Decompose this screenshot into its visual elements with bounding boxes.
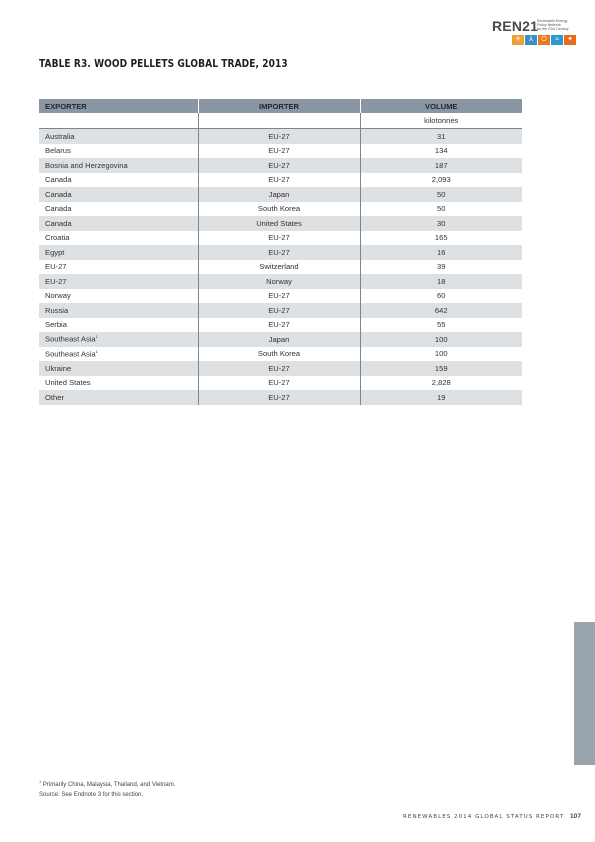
logo-tagline-line: Renewable Energy <box>537 19 568 23</box>
exporter-column-header: EXPORTER <box>39 99 198 113</box>
importer-cell: EU-27 <box>198 318 360 333</box>
exporter-name: Serbia <box>45 320 67 330</box>
exporter-name: Canada <box>45 218 72 228</box>
volume-cell: 134 <box>360 144 522 159</box>
logo-tagline-line: Policy Network <box>537 23 561 28</box>
exporter-name: Southeast Asia <box>45 349 96 359</box>
volume-cell: 50 <box>360 202 522 217</box>
volume-cell: 55 <box>360 318 522 333</box>
table-row <box>39 303 522 318</box>
table-row <box>39 376 522 391</box>
exporter-name: United States <box>45 378 91 388</box>
table-row <box>39 332 522 347</box>
exporter-cell <box>39 303 198 318</box>
volume-cell: 642 <box>360 303 522 318</box>
importer-cell: Japan <box>198 332 360 347</box>
source-note: Source: See Endnote 3 for this section. <box>39 792 144 798</box>
table-row <box>39 390 522 405</box>
volume-cell: 159 <box>360 361 522 376</box>
page-footer <box>403 813 581 820</box>
exporter-name: EU-27 <box>45 276 67 286</box>
logo-tagline-line: for the 21st Century <box>537 27 569 32</box>
exporter-cell <box>39 202 198 217</box>
importer-cell: EU-27 <box>198 361 360 376</box>
logo-tagline <box>537 19 577 31</box>
exporter-cell <box>39 347 198 362</box>
exporter-name: Canada <box>45 175 72 185</box>
exporter-name: Canada <box>45 189 72 199</box>
water-waves-icon: ≈ <box>551 35 563 45</box>
exporter-cell <box>39 260 198 275</box>
power-icon: ⏻ <box>538 35 550 45</box>
exporter-cell <box>39 332 198 347</box>
exporter-cell <box>39 376 198 391</box>
exporter-cell <box>39 245 198 260</box>
exporter-name: Belarus <box>45 146 71 156</box>
table-row <box>39 289 522 304</box>
units-cell-empty <box>39 113 198 129</box>
section-side-tab <box>574 622 595 765</box>
exporter-cell <box>39 216 198 231</box>
exporter-name: Canada <box>45 204 72 214</box>
units-label: kilotonnes <box>360 113 522 129</box>
volume-column-header: VOLUME <box>360 99 522 113</box>
importer-cell: EU-27 <box>198 158 360 173</box>
importer-cell: South Korea <box>198 202 360 217</box>
logo-wordmark: REN21 <box>492 18 539 34</box>
importer-cell: EU-27 <box>198 245 360 260</box>
units-cell-empty <box>198 113 360 129</box>
ren21-logo <box>492 19 576 45</box>
table-title: TABLE R3. WOOD PELLETS GLOBAL TRADE, 2013 <box>39 58 288 70</box>
exporter-name: Egypt <box>45 247 65 257</box>
exporter-name: Ukraine <box>45 363 72 373</box>
wind-turbine-icon: ⅄ <box>525 35 537 45</box>
volume-cell: 30 <box>360 216 522 231</box>
volume-cell: 16 <box>360 245 522 260</box>
report-title: RENEWABLES 2014 GLOBAL STATUS REPORT <box>403 814 565 820</box>
importer-cell: EU-27 <box>198 376 360 391</box>
volume-cell: 19 <box>360 390 522 405</box>
importer-cell: Switzerland <box>198 260 360 275</box>
importer-cell: Japan <box>198 187 360 202</box>
volume-cell: 2,093 <box>360 173 522 188</box>
volume-cell: 165 <box>360 231 522 246</box>
table-row <box>39 274 522 289</box>
table-header-row <box>39 99 522 113</box>
exporter-cell <box>39 144 198 159</box>
maple-leaf-icon: ✦ <box>564 35 576 45</box>
exporter-name: Southeast Asia <box>45 335 96 345</box>
footnote-mark: 1 <box>39 779 42 784</box>
table-row <box>39 231 522 246</box>
table-row <box>39 158 522 173</box>
importer-cell: EU-27 <box>198 390 360 405</box>
table-row <box>39 318 522 333</box>
importer-cell: EU-27 <box>198 173 360 188</box>
exporter-name: Russia <box>45 305 69 315</box>
page-number: 107 <box>569 813 581 820</box>
exporter-cell <box>39 289 198 304</box>
table-row <box>39 202 522 217</box>
volume-cell: 18 <box>360 274 522 289</box>
table-row <box>39 216 522 231</box>
volume-cell: 39 <box>360 260 522 275</box>
footnote-mark: 1 <box>95 334 98 340</box>
volume-cell: 2,828 <box>360 376 522 391</box>
exporter-cell <box>39 274 198 289</box>
table-row <box>39 260 522 275</box>
importer-cell: South Korea <box>198 347 360 362</box>
exporter-name: EU-27 <box>45 262 67 272</box>
exporter-cell <box>39 390 198 405</box>
importer-cell: EU-27 <box>198 129 360 144</box>
footnote-body: Primarily China, Malaysia, Thailand, and Vietnam. <box>42 782 176 788</box>
exporter-cell <box>39 361 198 376</box>
exporter-cell <box>39 231 198 246</box>
exporter-name: Croatia <box>45 233 70 243</box>
footnote-block <box>39 777 175 800</box>
volume-cell: 100 <box>360 347 522 362</box>
table-row <box>39 144 522 159</box>
exporter-cell <box>39 187 198 202</box>
importer-column-header: IMPORTER <box>198 99 360 113</box>
logo-icon-strip <box>512 35 576 45</box>
importer-cell: EU-27 <box>198 289 360 304</box>
exporter-name: Bosnia and Herzegovina <box>45 160 128 170</box>
units-row <box>39 113 522 129</box>
footnote-text <box>39 777 175 790</box>
exporter-cell <box>39 129 198 144</box>
table-row <box>39 361 522 376</box>
exporter-name: Other <box>45 392 64 402</box>
volume-cell: 60 <box>360 289 522 304</box>
importer-cell: EU-27 <box>198 303 360 318</box>
importer-cell: Norway <box>198 274 360 289</box>
exporter-name: Australia <box>45 131 75 141</box>
table-row <box>39 187 522 202</box>
importer-cell: United States <box>198 216 360 231</box>
table-row <box>39 347 522 362</box>
exporter-cell <box>39 318 198 333</box>
importer-cell: EU-27 <box>198 144 360 159</box>
table-row <box>39 129 522 144</box>
importer-cell: EU-27 <box>198 231 360 246</box>
footnote-mark: 1 <box>95 348 98 354</box>
volume-cell: 31 <box>360 129 522 144</box>
sun-icon: ☀ <box>512 35 524 45</box>
exporter-name: Norway <box>45 291 71 301</box>
volume-cell: 100 <box>360 332 522 347</box>
table-row <box>39 173 522 188</box>
volume-cell: 50 <box>360 187 522 202</box>
wood-pellets-trade-table <box>39 99 522 405</box>
table-row <box>39 245 522 260</box>
exporter-cell <box>39 158 198 173</box>
volume-cell: 187 <box>360 158 522 173</box>
exporter-cell <box>39 173 198 188</box>
